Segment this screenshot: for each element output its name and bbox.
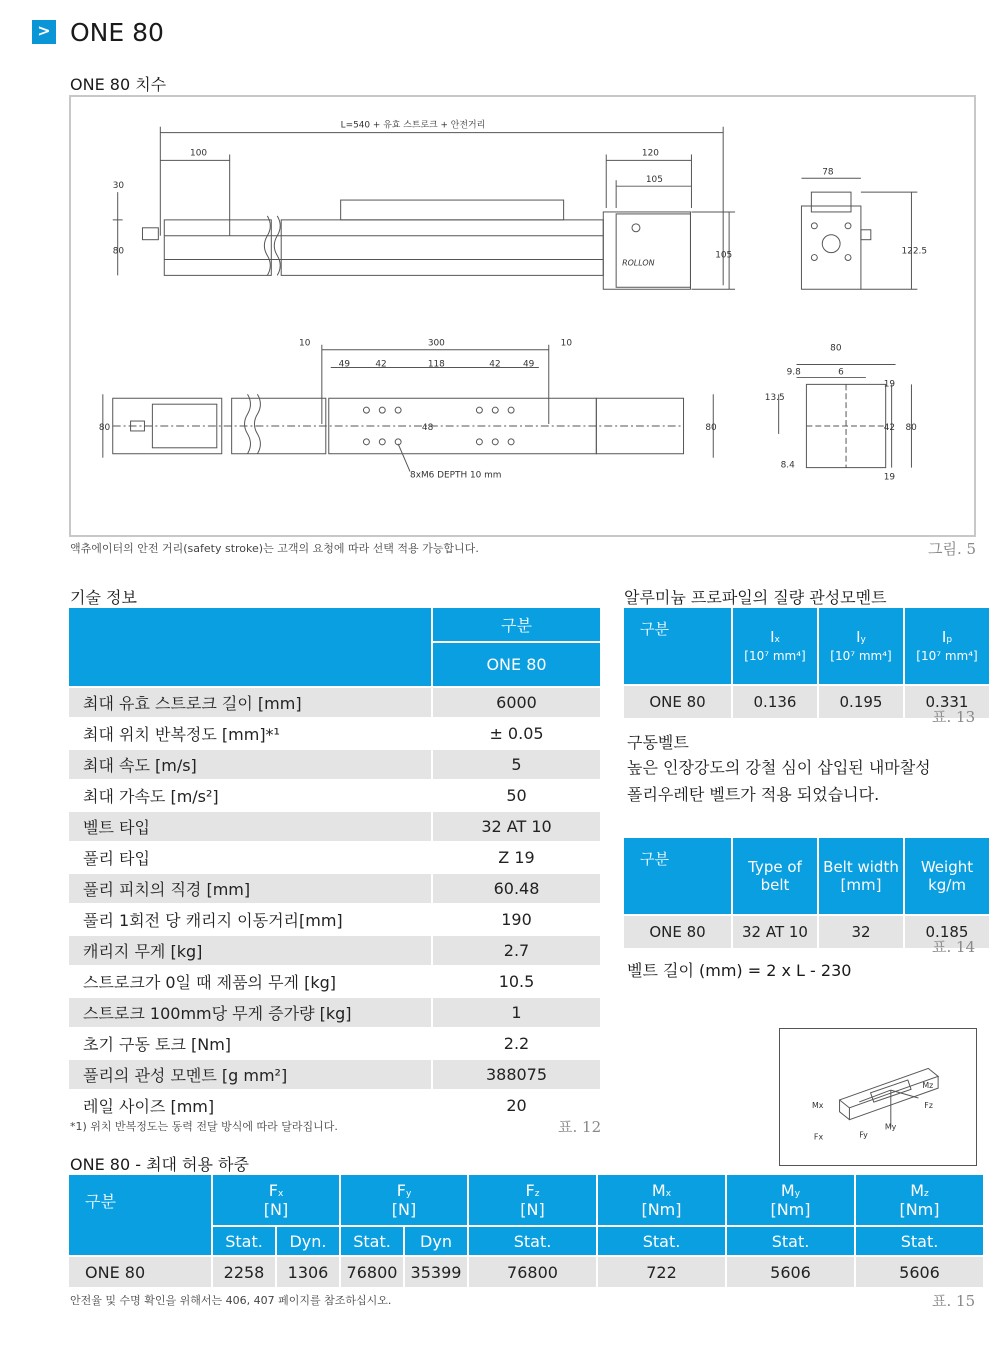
tech-title: 기술 정보 — [70, 588, 137, 607]
tech-value: 20 — [433, 1091, 600, 1120]
svg-text:118: 118 — [427, 359, 445, 370]
belt-length-formula: 벨트 길이 (mm) = 2 x L - 230 — [627, 961, 852, 980]
svg-text:9.8: 9.8 — [786, 367, 801, 378]
svg-text:80: 80 — [112, 246, 125, 257]
table-row — [69, 843, 600, 872]
force-diagram — [779, 1028, 977, 1166]
tech-value: Z 19 — [433, 843, 600, 872]
svg-text:19: 19 — [883, 472, 896, 483]
svg-text:Fx: Fx — [813, 1132, 824, 1142]
svg-text:10: 10 — [560, 338, 572, 349]
svg-text:78: 78 — [822, 167, 834, 178]
figure-label: 표. 14 — [932, 938, 976, 956]
belt-desc1: 높은 인장강도의 강철 심이 삽입된 내마찰성 — [627, 758, 931, 777]
dimension-drawing — [69, 95, 976, 537]
svg-text:42: 42 — [375, 359, 387, 370]
tech-key: 풀리의 관성 모멘트 [g mm²] — [69, 1060, 431, 1089]
figure-label: 표. 13 — [932, 708, 976, 726]
tech-value: 32 AT 10 — [433, 812, 600, 841]
table-row — [69, 1091, 600, 1120]
svg-text:19: 19 — [883, 379, 896, 390]
page-title: ONE 80 — [70, 18, 164, 47]
figure-label: 그림. 5 — [928, 540, 977, 558]
svg-text:49: 49 — [338, 359, 351, 370]
table-row — [69, 905, 600, 934]
tech-key: 초기 구동 토크 [Nm] — [69, 1029, 431, 1058]
load-note: 안전율 및 수명 확인을 위해서는 406, 407 페이지를 참조하십시오. — [70, 1294, 392, 1307]
tech-key: 풀리 1회전 당 캐리지 이동거리[mm] — [69, 905, 431, 934]
table-row — [69, 719, 600, 748]
svg-text:6: 6 — [838, 367, 844, 378]
tech-note: *1) 위치 반복정도는 동력 전달 방식에 따라 달라집니다. — [70, 1120, 338, 1133]
svg-text:105: 105 — [645, 175, 663, 186]
table-row — [69, 1029, 600, 1058]
table-row — [69, 750, 600, 779]
belt-table: 구분 Type of belt Belt width [mm] Weight kg/m ONE 80 32 AT 10 32 0.185 — [622, 836, 991, 950]
tech-key: 최대 속도 [m/s] — [69, 750, 431, 779]
tech-key: 풀리 피치의 직경 [mm] — [69, 874, 431, 903]
svg-text:Fy: Fy — [859, 1130, 868, 1140]
tech-key: 스트로크가 0일 때 제품의 무게 [kg] — [69, 967, 431, 996]
svg-text:100: 100 — [190, 148, 208, 159]
table-row — [69, 874, 600, 903]
figure-label: 표. 12 — [558, 1118, 602, 1136]
svg-text:Fz: Fz — [924, 1100, 933, 1110]
dims-note: 액츄에이터의 안전 거리(safety stroke)는 고객의 요청에 따라 선택 적용 가능합니다. — [70, 542, 479, 555]
tech-key: 벨트 타입 — [69, 812, 431, 841]
svg-text:120: 120 — [641, 148, 659, 159]
inertia-title: 알루미늄 프로파일의 질량 관성모멘트 — [624, 588, 887, 607]
svg-text:30: 30 — [112, 181, 125, 192]
svg-text:Mx: Mx — [811, 1100, 824, 1110]
tech-key: 최대 위치 반복정도 [mm]*¹ — [69, 719, 431, 748]
inertia-col0: 구분 — [624, 608, 731, 684]
svg-text:48: 48 — [421, 422, 434, 433]
table-row — [69, 998, 600, 1027]
inertia-table: 구분 Ix [10⁷ mm⁴] Iy [10⁷ mm⁴] Ip [10⁷ mm⁴] ONE 80 0.136 0.195 0.331 — [622, 606, 991, 720]
tech-key: 최대 유효 스트로크 길이 [mm] — [69, 688, 431, 717]
tech-head1: 구분 — [433, 608, 600, 641]
tech-value: ± 0.05 — [433, 719, 600, 748]
tech-value: 2.2 — [433, 1029, 600, 1058]
tech-key: 캐리지 무게 [kg] — [69, 936, 431, 965]
svg-text:80: 80 — [830, 343, 842, 354]
svg-text:122.5: 122.5 — [901, 246, 928, 257]
tech-key: 레일 사이즈 [mm] — [69, 1091, 431, 1120]
belt-desc2: 폴리우레탄 벨트가 적용 되었습니다. — [627, 785, 880, 804]
tech-key: 스트로크 100mm당 무게 증가량 [kg] — [69, 998, 431, 1027]
svg-text:My: My — [884, 1122, 897, 1132]
table-row — [69, 781, 600, 810]
tech-head2: ONE 80 — [433, 643, 600, 686]
dim-length: L=540 + 유효 스트로크 + 안전거리 — [340, 120, 486, 131]
table-row — [69, 688, 600, 717]
svg-text:105: 105 — [715, 250, 733, 261]
table-row — [69, 967, 600, 996]
svg-text:Mz: Mz — [922, 1081, 934, 1091]
tech-value: 190 — [433, 905, 600, 934]
load-title: ONE 80 - 최대 허용 하중 — [70, 1155, 249, 1174]
chevron-right-icon: > — [32, 20, 56, 44]
dims-section-title: ONE 80 치수 — [70, 75, 167, 94]
svg-text:300: 300 — [427, 338, 445, 349]
svg-text:80: 80 — [705, 422, 717, 433]
tech-value: 5 — [433, 750, 600, 779]
tech-key: 최대 가속도 [m/s²] — [69, 781, 431, 810]
tech-key: 풀리 타입 — [69, 843, 431, 872]
belt-title: 구동벨트 — [627, 733, 689, 752]
tech-value: 10.5 — [433, 967, 600, 996]
thread-spec: 8xM6 DEPTH 10 mm — [410, 470, 502, 481]
table-row — [69, 812, 600, 841]
tech-value: 2.7 — [433, 936, 600, 965]
svg-text:42: 42 — [489, 359, 501, 370]
svg-text:49: 49 — [522, 359, 535, 370]
table-row — [69, 1060, 600, 1089]
svg-text:10: 10 — [299, 338, 311, 349]
svg-text:42: 42 — [883, 422, 896, 433]
brand-logo: ROLLON — [622, 258, 655, 268]
figure-label: 표. 15 — [932, 1292, 976, 1310]
svg-text:80: 80 — [98, 422, 111, 433]
svg-text:8.4: 8.4 — [780, 460, 795, 471]
svg-text:80: 80 — [905, 422, 917, 433]
tech-value: 388075 — [433, 1060, 600, 1089]
tech-value: 1 — [433, 998, 600, 1027]
tech-value: 50 — [433, 781, 600, 810]
tech-value: 60.48 — [433, 874, 600, 903]
tech-table — [67, 606, 602, 1122]
load-table: 구분 Fx [N] Fy [N] Fz [N] Mx [Nm] My [Nm] Mz [Nm] Stat. Dyn. Stat. Dyn Stat. Stat. Stat. Stat. ONE 80 2258 1306 76800 35399 76800 722 5606 5606 — [67, 1173, 985, 1289]
svg-text:13.5: 13.5 — [764, 393, 785, 404]
tech-value: 6000 — [433, 688, 600, 717]
table-row — [69, 936, 600, 965]
